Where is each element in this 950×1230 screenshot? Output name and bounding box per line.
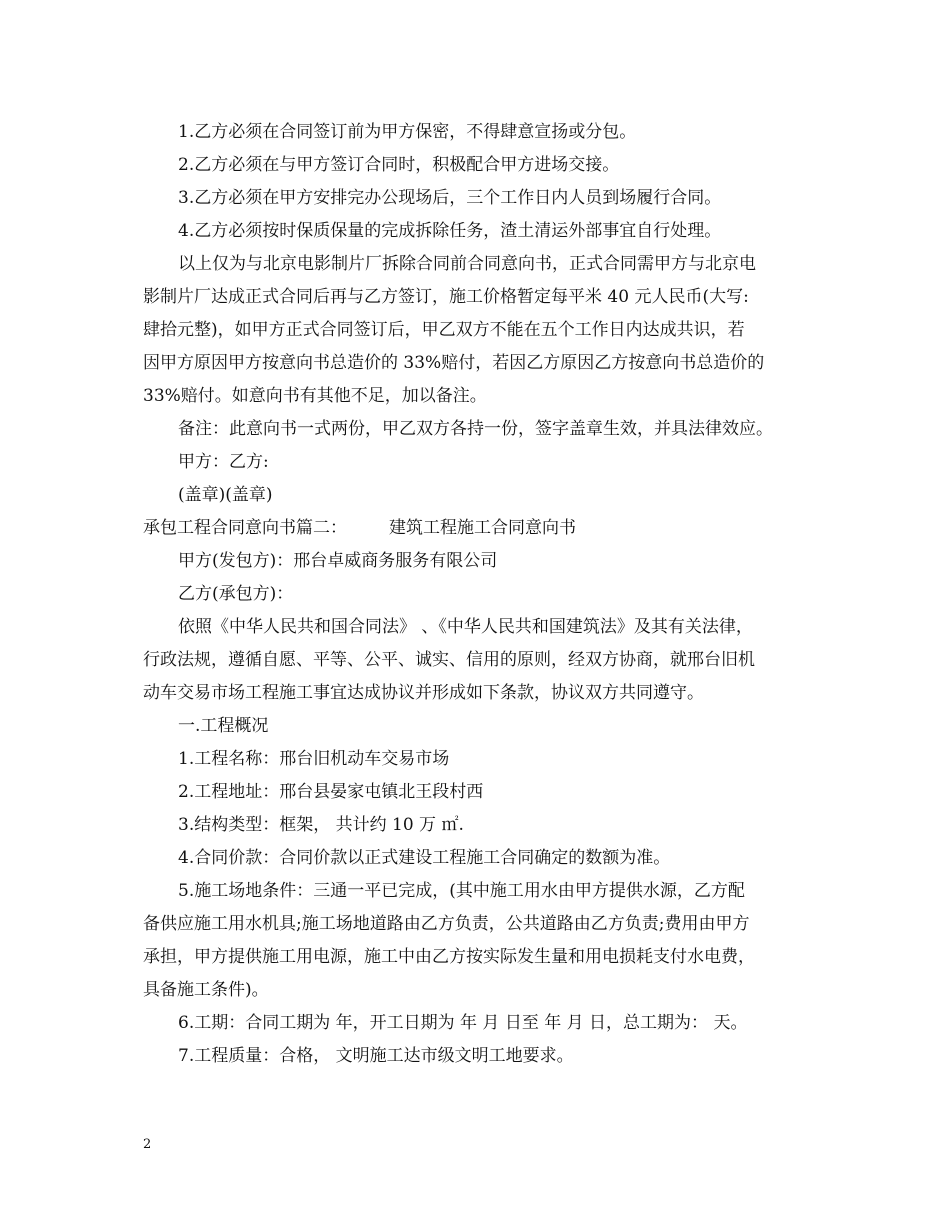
section-heading: [143, 512, 823, 545]
paragraph-line: 依照《中华人民共和国合同法》 、《中华人民共和国建筑法》及其有关法律，: [178, 617, 753, 637]
paragraph-line: 肆拾元整)，如甲方正式合同签订后，甲乙双方不能在五个工作日内达成共识，若: [143, 320, 745, 340]
paragraph-line: 行政法规，遵循自愿、平等、公平、诚实、信用的原则，经双方协商，就邢台旧机: [143, 650, 755, 670]
section-heading-label: 承包工程合同意向书篇二：: [143, 518, 347, 538]
project-address: 2.工程地址：邢台县晏家屯镇北王段村西: [178, 782, 484, 802]
paragraph-line: 承担，甲方提供施工用电源，施工中由乙方按实际发生量和用电损耗支付水电费，: [143, 947, 755, 967]
paragraph-line: 备供应施工用水机具;施工场地道路由乙方负责，公共道路由乙方负责;费用由甲方: [143, 914, 750, 934]
clause-1: 1.乙方必须在合同签订前为甲方保密，不得肆意宣扬或分包。: [178, 122, 637, 142]
section-overview-heading: 一.工程概况: [178, 716, 269, 736]
paragraph-line: 33%赔付。如意向书有其他不足，加以备注。: [143, 386, 487, 406]
duration: 6.工期：合同工期为 年，开工日期为 年 月 日至 年 月 日，总工期为： 天。: [178, 1013, 748, 1033]
paragraph-line: 具备施工条件)。: [143, 980, 269, 1000]
clause-3: 3.乙方必须在甲方安排完办公现场后，三个工作日内人员到场履行合同。: [178, 188, 722, 208]
document-body: [143, 116, 823, 1073]
paragraph-line: 影制片厂达成正式合同后再与乙方签订，施工价格暂定每平米 40 元人民币(大写:: [143, 287, 749, 307]
site-conditions: 5.施工场地条件：三通一平已完成，(其中施工用水由甲方提供水源，乙方配: [178, 881, 745, 901]
party-a: 甲方(发包方)：邢台卓威商务服务有限公司: [178, 551, 498, 571]
project-name: 1.工程名称：邢台旧机动车交易市场: [178, 749, 450, 769]
seal-line: (盖章)(盖章): [178, 485, 273, 505]
section-heading-title: 建筑工程施工合同意向书: [389, 518, 576, 538]
paragraph-line: 以上仅为与北京电影制片厂拆除合同前合同意向书，正式合同需甲方与北京电: [178, 254, 756, 274]
structure-type: 3.结构类型：框架， 共计约 10 万 ㎡.: [178, 815, 464, 835]
paragraph-line: 动车交易市场工程施工事宜达成协议并形成如下条款，协议双方共同遵守。: [143, 683, 704, 703]
clause-2: 2.乙方必须在与甲方签订合同时，积极配合甲方进场交接。: [178, 155, 620, 175]
signature-parties: 甲方：乙方:: [178, 452, 269, 472]
clause-4: 4.乙方必须按时保质保量的完成拆除任务，渣土清运外部事宜自行处理。: [178, 221, 722, 241]
page-number: 2: [143, 1137, 152, 1152]
remark-line: 备注：此意向书一式两份，甲乙双方各持一份，签字盖章生效，并具法律效应。: [178, 419, 773, 439]
paragraph-line: 因甲方原因甲方按意向书总造价的 33%赔付，若因乙方原因乙方按意向书总造价的: [143, 353, 765, 373]
contract-price: 4.合同价款：合同价款以正式建设工程施工合同确定的数额为准。: [178, 848, 671, 868]
quality: 7.工程质量：合格， 文明施工达市级文明工地要求。: [178, 1046, 574, 1066]
party-b: 乙方(承包方)：: [178, 584, 294, 604]
